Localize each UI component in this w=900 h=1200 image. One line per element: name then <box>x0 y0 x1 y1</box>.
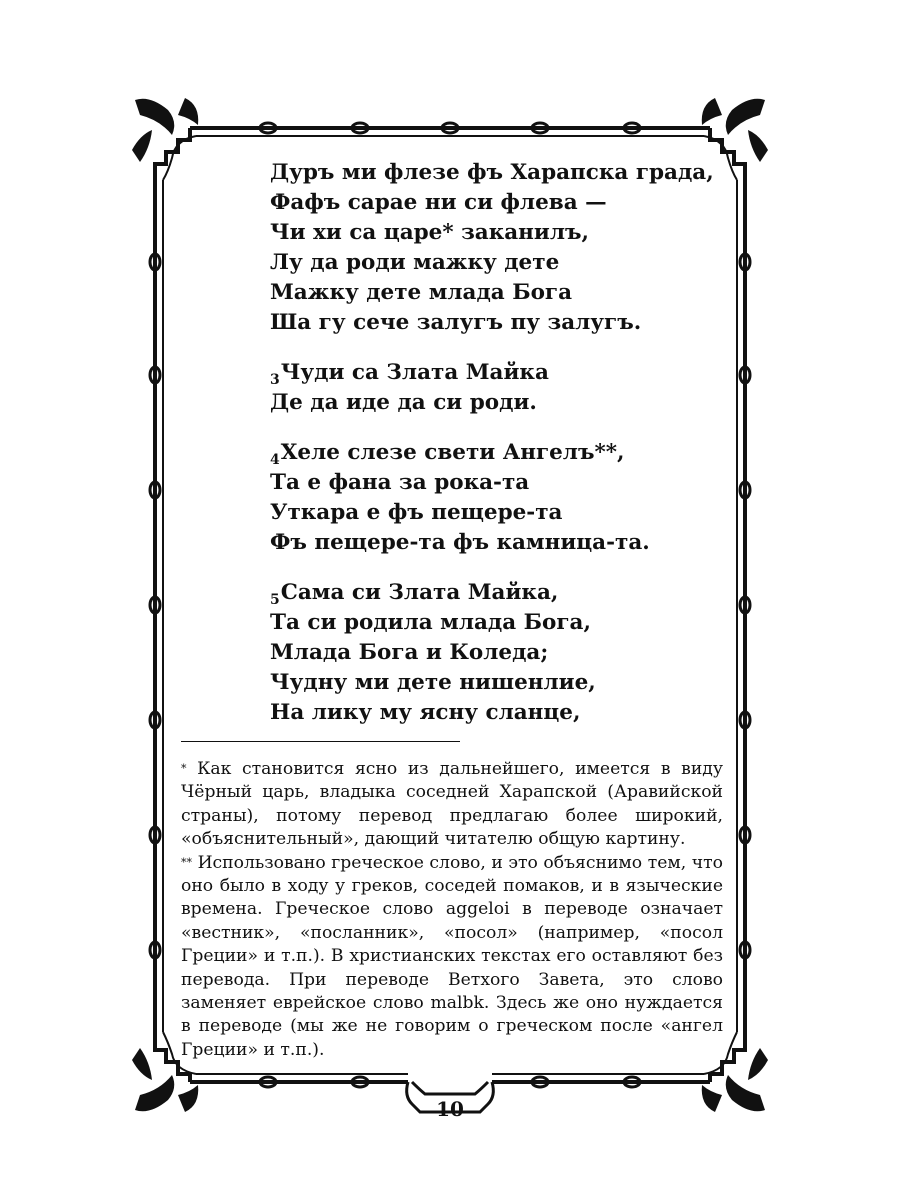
footnote-mark: * <box>181 762 187 775</box>
footnote-2 <box>181 852 723 1063</box>
footnote-text: Как становится ясно из дальнейшего, имеется в виду Чёрный царь, владыка соседней Харапской (Аравийской страны), потому перевод предлагаю более широкий, «объяснительный», дающий читателю общую картину. <box>181 759 723 850</box>
poem-line: На лику му ясну сланце, <box>270 700 581 725</box>
poem-line: Де да иде да си роди. <box>270 390 537 415</box>
footnote-mark: ** <box>181 855 192 869</box>
poem-line: Фъ пещере-та фъ камница-та. <box>270 530 650 555</box>
poem-line-text: Хеле слезе свети Ангелъ**, <box>280 440 625 465</box>
poem-line-numbered <box>270 578 740 608</box>
poem-line: Млада Бога и Коледа; <box>270 640 549 665</box>
poem-line: Та си родила млада Бога, <box>270 610 591 635</box>
poem-line-numbered <box>270 438 740 468</box>
poem-line-numbered <box>270 358 740 388</box>
footnote-text: Использовано греческое слово, и это объяснимо тем, что оно было в ходу у греков, соседей помаков, и в языческие времена. Греческое слово aggeloi в переводе означает «вестник», «посланник», «посол» (например, «посол Греции» и т.п.). В христианских текстах его оставляют без перевода. При переводе Ветхого Завета, это слово заменяет еврейское слово malbk. Здесь же оно нуждается в переводе (мы же не говорим о греческом после «ангел Греции» и т.п.). <box>181 852 723 1060</box>
stanza-number: 4 <box>270 452 280 468</box>
footnotes <box>181 758 723 1062</box>
stanza-4 <box>270 438 740 558</box>
poem-line-text: Сама си Злата Майка, <box>280 580 559 605</box>
poem-line: Мажку дете млада Бога <box>270 280 573 305</box>
poem-line: Та е фана за рока-та <box>270 470 530 495</box>
stanza-3 <box>270 358 740 418</box>
poem-line-text: Чуди са Злата Майка <box>280 360 549 385</box>
poem-line: Чи хи са царе* заканилъ, <box>270 220 590 245</box>
page-number: 10 <box>436 1097 464 1121</box>
poem-line: Ша гу сече залугъ пу залугъ. <box>270 310 642 335</box>
stanza-number: 3 <box>270 372 280 388</box>
poem <box>270 158 740 748</box>
stanza-number: 5 <box>270 592 280 608</box>
poem-line: Дуръ ми флезе фъ Харапска града, <box>270 160 714 185</box>
poem-line: Уткара е фъ пещере-та <box>270 500 563 525</box>
poem-line: Фафъ сарае ни си флева — <box>270 190 607 215</box>
poem-line: Чудну ми дете нишенлие, <box>270 670 596 695</box>
poem-line: Лу да роди мажку дете <box>270 250 560 275</box>
footnote-separator <box>181 741 460 742</box>
stanza-1 <box>270 158 740 338</box>
stanza-5 <box>270 578 740 728</box>
footnote-1 <box>181 758 723 852</box>
